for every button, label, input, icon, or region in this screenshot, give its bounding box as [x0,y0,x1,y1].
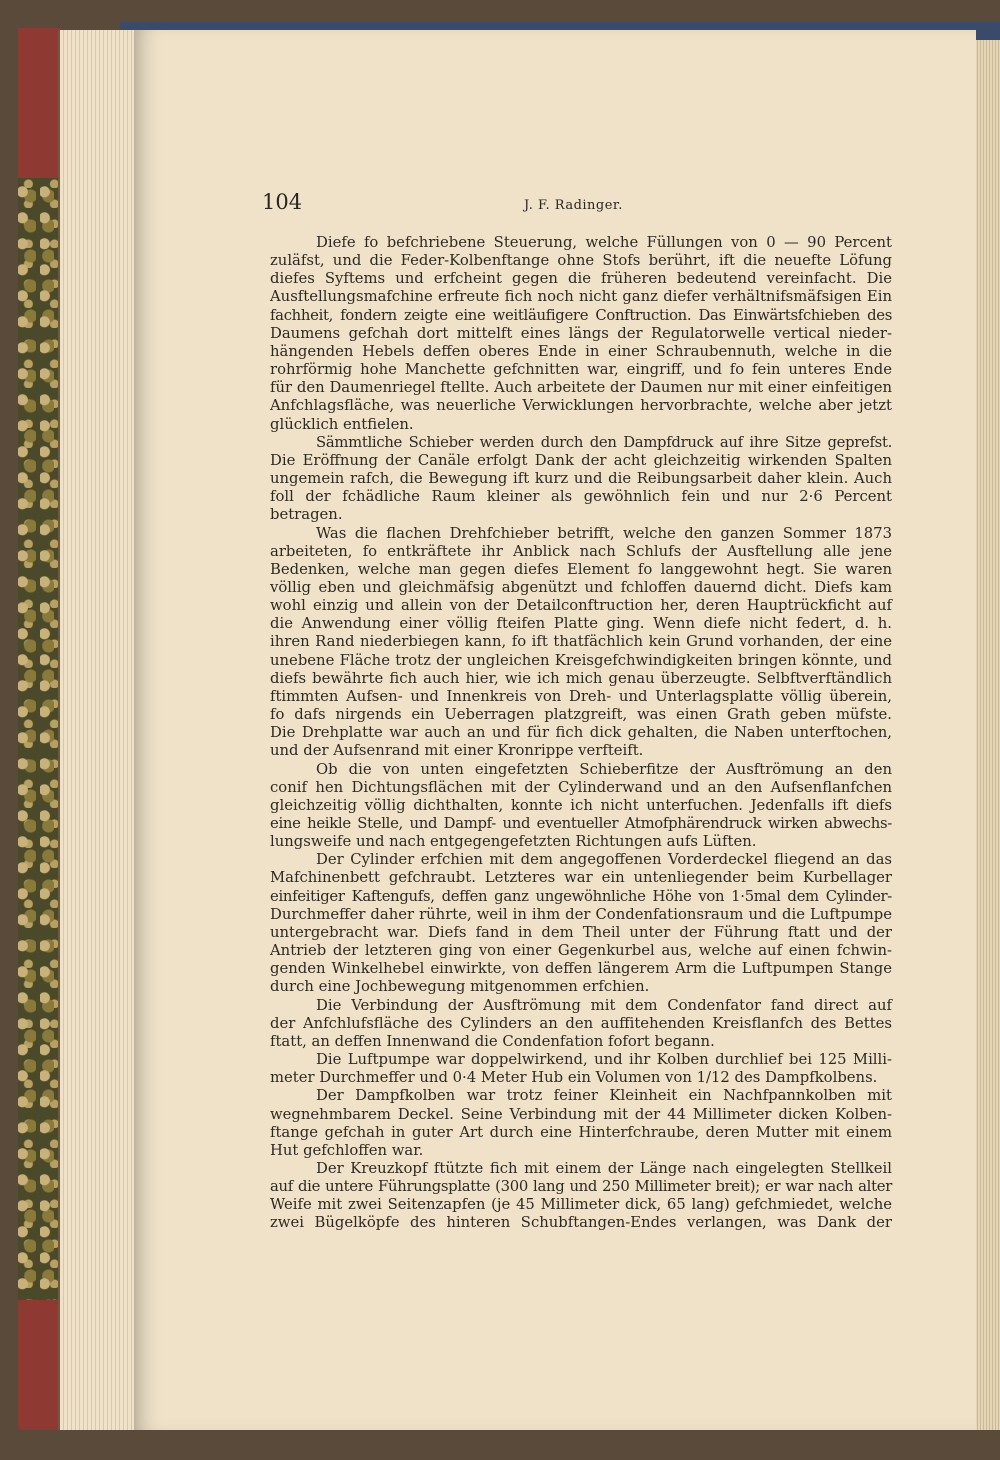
text-line: Durchmeffer daher rührte, weil in ihm der Condenfationsraum und die Luftpumpe [270,905,892,923]
text-line: Die Luftpumpe war doppelwirkend, und ihr Kolben durchlief bei 125 Milli- [316,1051,892,1069]
text-line: Was die flachen Drehfchieber betrifft, welche den ganzen Sommer 1873 [316,524,892,542]
text-line: diefs bewährte fich auch hier, wie ich mich genau überzeugte. Selbftverftändlich [270,669,892,687]
text-line: durch eine Jochbewegung mitgenommen erfchien. [270,978,650,996]
text-line: meter Durchmeffer und 0·4 Meter Hub ein Volumen von 1/12 des Dampfkolbens. [270,1069,878,1087]
text-line: zuläfst, und die Feder-Kolbenftange ohne Stofs berührt, ift die neuefte Löfung [270,252,892,270]
text-line: Anfchlagsfläche, was neuerliche Verwicklungen hervorbrachte, welche aber jetzt [270,397,892,415]
text-line: ungemein rafch, die Bewegung ift kurz und die Reibungsarbeit daher klein. Auch [270,470,892,488]
text-line: völlig eben und gleichmäfsig abgenützt und fchloffen dauernd dicht. Diefs kam [270,578,892,596]
text-line: der Anfchlufsfläche des Cylinders an den auffitehenden Kreisflanfch des Bettes [270,1014,892,1032]
text-line: auf die untere Führungsplatte (300 lang und 250 Millimeter breit); er war nach alter [270,1178,892,1196]
text-line: conif hen Dichtungsflächen mit der Cylinderwand und an den Aufsenflanfchen [270,778,892,796]
text-line: Der Kreuzkopf ftützte fich mit einem der Länge nach eingelegten Stellkeil [316,1159,892,1177]
text-line: genden Winkelhebel einwirkte, von deffen längerem Arm die Luftpumpen Stange [270,960,892,978]
text-line: diefes Syftems und erfcheint gegen die früheren bedeutend vereinfacht. Die [270,270,892,288]
text-line: ftange gefchah in guter Art durch eine Hinterfchraube, deren Mutter mit einem [270,1123,892,1141]
text-line: Die Eröffnung der Canäle erfolgt Dank der acht gleichzeitig wirkenden Spalten [270,451,892,469]
text-line: fo dafs nirgends ein Ueberragen platzgreift, was einen Grath geben müfste. [270,706,892,724]
text-line: und der Aufsenrand mit einer Kronrippe verfteift. [270,742,644,760]
spine-top [18,28,62,178]
text-line: Antrieb der letzteren ging von einer Gegenkurbel aus, welche auf einen fchwin- [270,942,892,960]
text-line: ftimmten Aufsen- und Innenkreis von Dreh- und Unterlagsplatte völlig überein, [270,687,892,705]
text-line: arbeiteten, fo entkräftete ihr Anblick nach Schlufs der Ausftellung alle jene [270,542,892,560]
text-line: rohrförmig hohe Manchette gefchnitten war, eingriff, und fo fein unteres Ende [270,361,892,379]
right-page-edge [972,40,1000,1430]
text-line: betragen. [270,506,343,524]
text-line: Weife mit zwei Seitenzapfen (je 45 Millimeter dick, 65 lang) gefchmiedet, welche [270,1196,892,1214]
page-edges [58,30,140,1430]
text-line: Mafchinenbett gefchraubt. Letzteres war ein untenliegender beim Kurbellager [270,869,892,887]
text-line: zwei Bügelköpfe des hinteren Schubftangen-Endes verlangen, was Dank der [270,1214,892,1232]
text-line: ihren Rand niederbiegen kann, fo ift thatfächlich kein Grund vorhanden, der eine [270,633,892,651]
running-head: J. F. Radinger. [524,198,623,213]
text-line: Hut gefchloffen war. [270,1141,424,1159]
text-line: gleichzeitig völlig dichthalten, konnte ich nicht unterfuchen. Jedenfalls ift diefs [270,796,892,814]
text-line: einfeitiger Kaftengufs, deffen ganz ungewöhnliche Höhe von 1·5mal dem Cylinder- [270,887,892,905]
text-line: Die Drehplatte war auch an und für fich dick gehalten, die Naben unterftochen, [270,724,892,742]
page-header [262,190,892,220]
text-line: Der Dampfkolben war trotz feiner Kleinheit ein Nachfpannkolben mit [316,1087,892,1105]
text-line: wohl einzig und allein von der Detailconftruction her, deren Hauptrückficht auf [270,597,892,615]
text-line: untergebracht war. Diefs fand in dem Theil unter der Führung ftatt und der [270,923,892,941]
text-line: hängenden Hebels deffen oberes Ende in einer Schraubennuth, welche in die [270,342,892,360]
text-line: foll der fchädliche Raum kleiner als gewöhnlich fein und nur 2·6 Percent [270,488,892,506]
body-text [270,234,892,1233]
spine-bottom [18,1300,62,1430]
text-line: Daumens gefchah dort mittelft eines längs der Regulatorwelle vertical nieder- [270,324,892,342]
text-line: Diefe fo befchriebene Steuerung, welche Füllungen von 0 — 90 Percent [316,234,892,251]
text-line: ftatt, an deffen Innenwand die Condenfation fofort begann. [270,1032,715,1050]
book-binding [18,28,62,1428]
text-line: glücklich entfielen. [270,415,414,433]
text-line: fachheit, fondern zeigte eine weitläufigere Conftruction. Das Einwärtsfchieben des [270,306,892,324]
text-line: lungsweife und nach entgegengefetzten Richtungen aufs Lüften. [270,833,757,851]
text-line: die Anwendung einer völlig fteifen Platte ging. Wenn diefe nicht federt, d. h. [270,615,892,633]
text-line: Die Verbindung der Ausftrömung mit dem Condenfator fand direct auf [316,996,892,1014]
text-line: wegnehmbarem Deckel. Seine Verbindung mit der 44 Millimeter dicken Kolben- [270,1105,892,1123]
text-line: für den Daumenriegel ftellte. Auch arbeitete der Daumen nur mit einer einfeitigen [270,379,892,397]
text-line: Sämmtliche Schieber werden durch den Dampfdruck auf ihre Sitze geprefst. [316,433,892,451]
text-line: Ob die von unten eingefetzten Schieberfitze der Ausftrömung an den [316,760,892,778]
text-line: Der Cylinder erfchien mit dem angegoffenen Vorderdeckel fliegend an das [316,851,892,869]
text-line: unebene Fläche trotz der ungleichen Kreisgefchwindigkeiten bringen könnte, und [270,651,892,669]
text-line: Ausftellungsmafchine erfreute fich noch nicht ganz diefer verhältnifsmäfsigen Ein [270,288,892,306]
text-line: Bedenken, welche man gegen diefes Element fo langgewohnt hegt. Sie waren [270,560,892,578]
text-line: eine heikle Stelle, und Dampf- und eventueller Atmofphärendruck wirken abwechs- [270,815,892,832]
page-number: 104 [262,190,303,214]
